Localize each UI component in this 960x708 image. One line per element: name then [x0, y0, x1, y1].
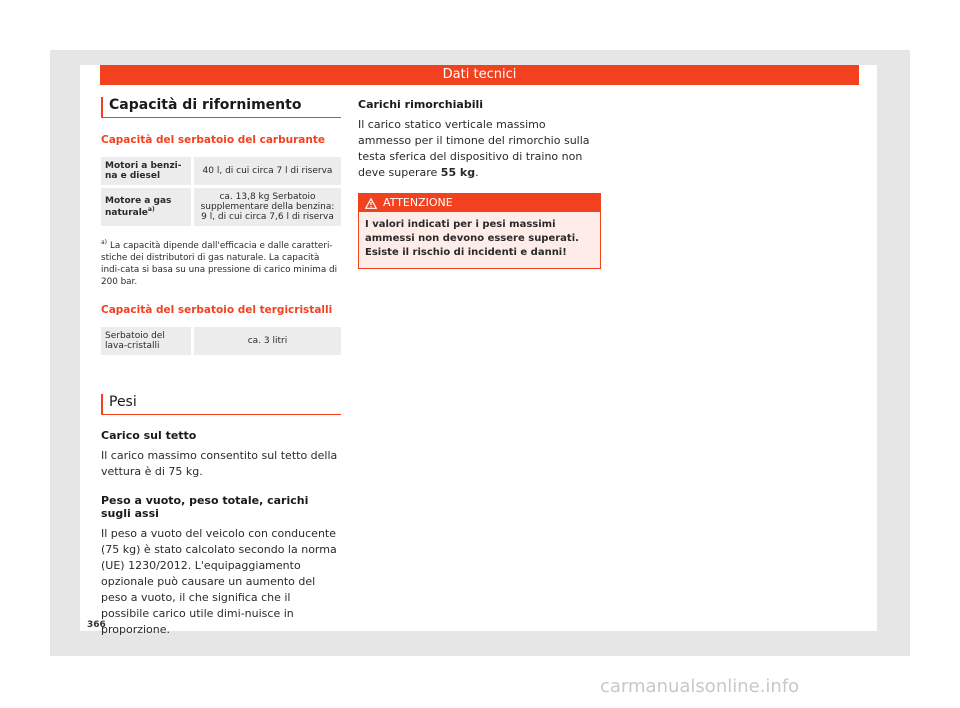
fuel-key-petrol: Motori a benzi-na e diesel — [101, 157, 191, 185]
table-row — [101, 327, 341, 355]
fuel-value-petrol: 40 l, di cui circa 7 l di riserva — [191, 157, 341, 185]
warning-header — [359, 194, 600, 212]
fuel-table — [101, 154, 341, 229]
washer-key: Serbatoio del lava-cristalli — [101, 327, 191, 355]
page-number: 366 — [87, 620, 106, 630]
weight-text: Il peso a vuoto del veicolo con conducente (75 kg) è stato calcolato secondo la norma (UE) 1230/2012. L'equipaggiamento opzionale può causare un aumento del peso a vuoto, il che significa che il possibile carico utile dimi-nuisce in proporzione. — [101, 526, 337, 636]
washer-tank-title: Capacità del serbatoio del tergicristalli — [101, 303, 333, 316]
left-column — [101, 97, 341, 638]
fuel-key-gas-label: Motore a gas naturale — [105, 196, 172, 218]
weight-title: Peso a vuoto, peso totale, carichi sugli assi — [101, 493, 309, 520]
footnote — [101, 237, 341, 288]
footnote-ref: a) — [147, 206, 155, 213]
warning-triangle-icon — [365, 198, 377, 209]
fuel-value-gas: ca. 13,8 kg Serbatoio supplementare della benzina: 9 l, di cui circa 7,6 l di riserva — [191, 188, 341, 226]
trailer-text-end: . — [475, 166, 479, 179]
footnote-text: La capacità dipende dall'efficacia e dalle caratteri-stiche dei distributori di gas naturale. La capacità indi-cata si basa su una pressione di carico minima di 200 bar. — [101, 240, 338, 287]
trailer-value: 55 kg — [440, 166, 476, 179]
trailer-text — [358, 117, 601, 181]
table-row — [101, 188, 341, 226]
section-title-capacity: Capacità di rifornimento — [101, 97, 341, 118]
middle-column — [358, 98, 601, 269]
trailer-title: Carichi rimorchiabili — [358, 98, 484, 111]
washer-value: ca. 3 litri — [191, 327, 341, 355]
warning-label: ATTENZIONE — [383, 196, 453, 209]
watermark: carmanualsonline.info — [600, 676, 800, 697]
warning-box — [358, 193, 601, 269]
roof-load-text: Il carico massimo consentito sul tetto della vettura è di 75 kg. — [101, 448, 338, 478]
chapter-header: Dati tecnici — [100, 65, 859, 85]
footnote-mark: a) — [101, 239, 108, 246]
section-title-weights: Pesi — [101, 394, 341, 415]
table-row — [101, 157, 341, 185]
trailer-text-body: Il carico statico verticale massimo ammesso per il timone del rimorchio sulla testa sferica del dispositivo di traino non deve superare — [358, 118, 590, 179]
roof-load-title: Carico sul tetto — [101, 428, 197, 442]
washer-table — [101, 324, 341, 358]
fuel-key-gas — [101, 188, 191, 226]
warning-text: I valori indicati per i pesi massimi ammessi non devono essere superati. Esiste il rischio di incidenti e danni! — [359, 212, 600, 268]
fuel-tank-title: Capacità del serbatoio del carburante — [101, 134, 325, 146]
